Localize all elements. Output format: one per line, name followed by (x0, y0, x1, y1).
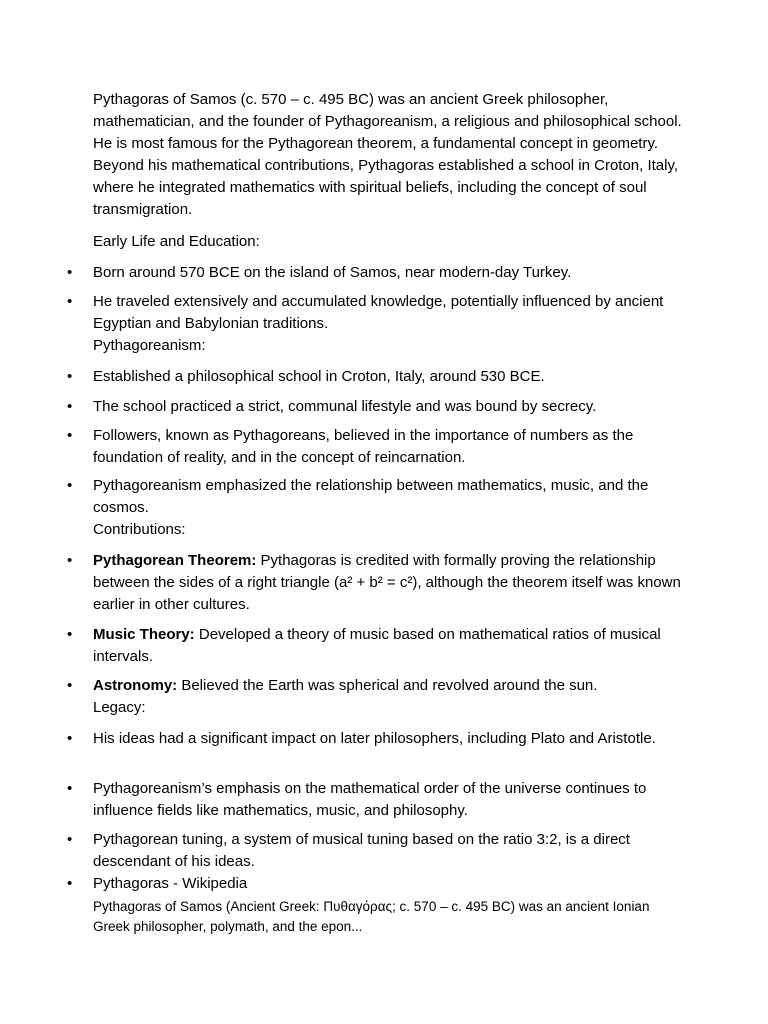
list-item-text: Born around 570 BCE on the island of Samos, near modern-day Turkey. (93, 264, 572, 281)
bullet-icon: • (67, 677, 73, 694)
list-item-label: Pythagorean Theorem: (93, 552, 257, 569)
list-item-text: Pythagorean tuning, a system of musical tuning based on the ratio 3:2, is a direct descendant of his ideas. (93, 831, 630, 870)
list-item-text: The school practiced a strict, communal lifestyle and was bound by secrecy. (93, 398, 597, 415)
list-item-text: Established a philosophical school in Croton, Italy, around 530 BCE. (93, 368, 545, 385)
intro-paragraph: Pythagoras of Samos (c. 570 – c. 495 BC) was an ancient Greek philosopher, mathematician, and the founder of Pythagoreanism, a religious and philosophical school. He is most famous for the Pythagorean theorem, a fundamental concept in geometry. Beyond his mathematical contributions, Pythagoras established a school in Croton, Italy, where he integrated mathematics with spiritual beliefs, including the concept of soul transmigration. (93, 91, 682, 218)
bullet-icon: • (67, 368, 73, 385)
contributions-heading: Contributions: (93, 521, 186, 538)
list-item-text: Believed the Earth was spherical and revolved around the sun. (177, 677, 598, 694)
source-link[interactable]: Pythagoras - Wikipedia (93, 875, 248, 892)
list-item-label: Music Theory: (93, 626, 195, 643)
list-item-text: Pythagoreanism’s emphasis on the mathematical order of the universe continues to influence fields like mathematics, music, and philosophy. (93, 780, 647, 819)
bullet-icon: • (67, 264, 73, 281)
source-snippet: Pythagoras of Samos (Ancient Greek: Πυθαγόρας; c. 570 – c. 495 BC) was an ancient Ionian Greek philosopher, polymath, and the epon... (93, 899, 650, 934)
list-item-content (93, 291, 683, 357)
list-item-content (93, 550, 683, 616)
list-item-text: His ideas had a significant impact on later philosophers, including Plato and Aristotle. (93, 730, 656, 747)
list-item-text: Pythagoreanism emphasized the relationship between mathematics, music, and the cosmos. (93, 477, 649, 516)
bullet-icon: • (67, 875, 73, 892)
bullet-icon: • (67, 477, 73, 494)
bullet-icon: • (67, 427, 73, 444)
list-item-text: Pythagoras is credited with formally proving the relationship between the sides of a right triangle (a² + b² = c²), although the theorem itself was known earlier in other cultures. (93, 552, 681, 613)
early-life-heading: Early Life and Education: (93, 233, 260, 250)
legacy-heading: Legacy: (93, 699, 146, 716)
list-item-label: Astronomy: (93, 677, 178, 694)
bullet-icon: • (67, 730, 73, 747)
bullet-icon: • (67, 831, 73, 848)
bullet-icon: • (67, 780, 73, 797)
list-item-text: Followers, known as Pythagoreans, believed in the importance of numbers as the foundation of reality, and in the concept of reincarnation. (93, 427, 634, 466)
list-item-text: Developed a theory of music based on mathematical ratios of musical intervals. (93, 626, 661, 665)
list-item-content (93, 475, 683, 541)
list-item-content (93, 675, 683, 719)
bullet-icon: • (67, 293, 73, 310)
list-item-content (93, 624, 683, 668)
list-item-text: He traveled extensively and accumulated knowledge, potentially influenced by ancient Egyptian and Babylonian traditions. (93, 293, 664, 332)
bullet-icon: • (67, 398, 73, 415)
pythagoreanism-heading: Pythagoreanism: (93, 337, 206, 354)
bullet-icon: • (67, 626, 73, 643)
bullet-icon: • (67, 552, 73, 569)
